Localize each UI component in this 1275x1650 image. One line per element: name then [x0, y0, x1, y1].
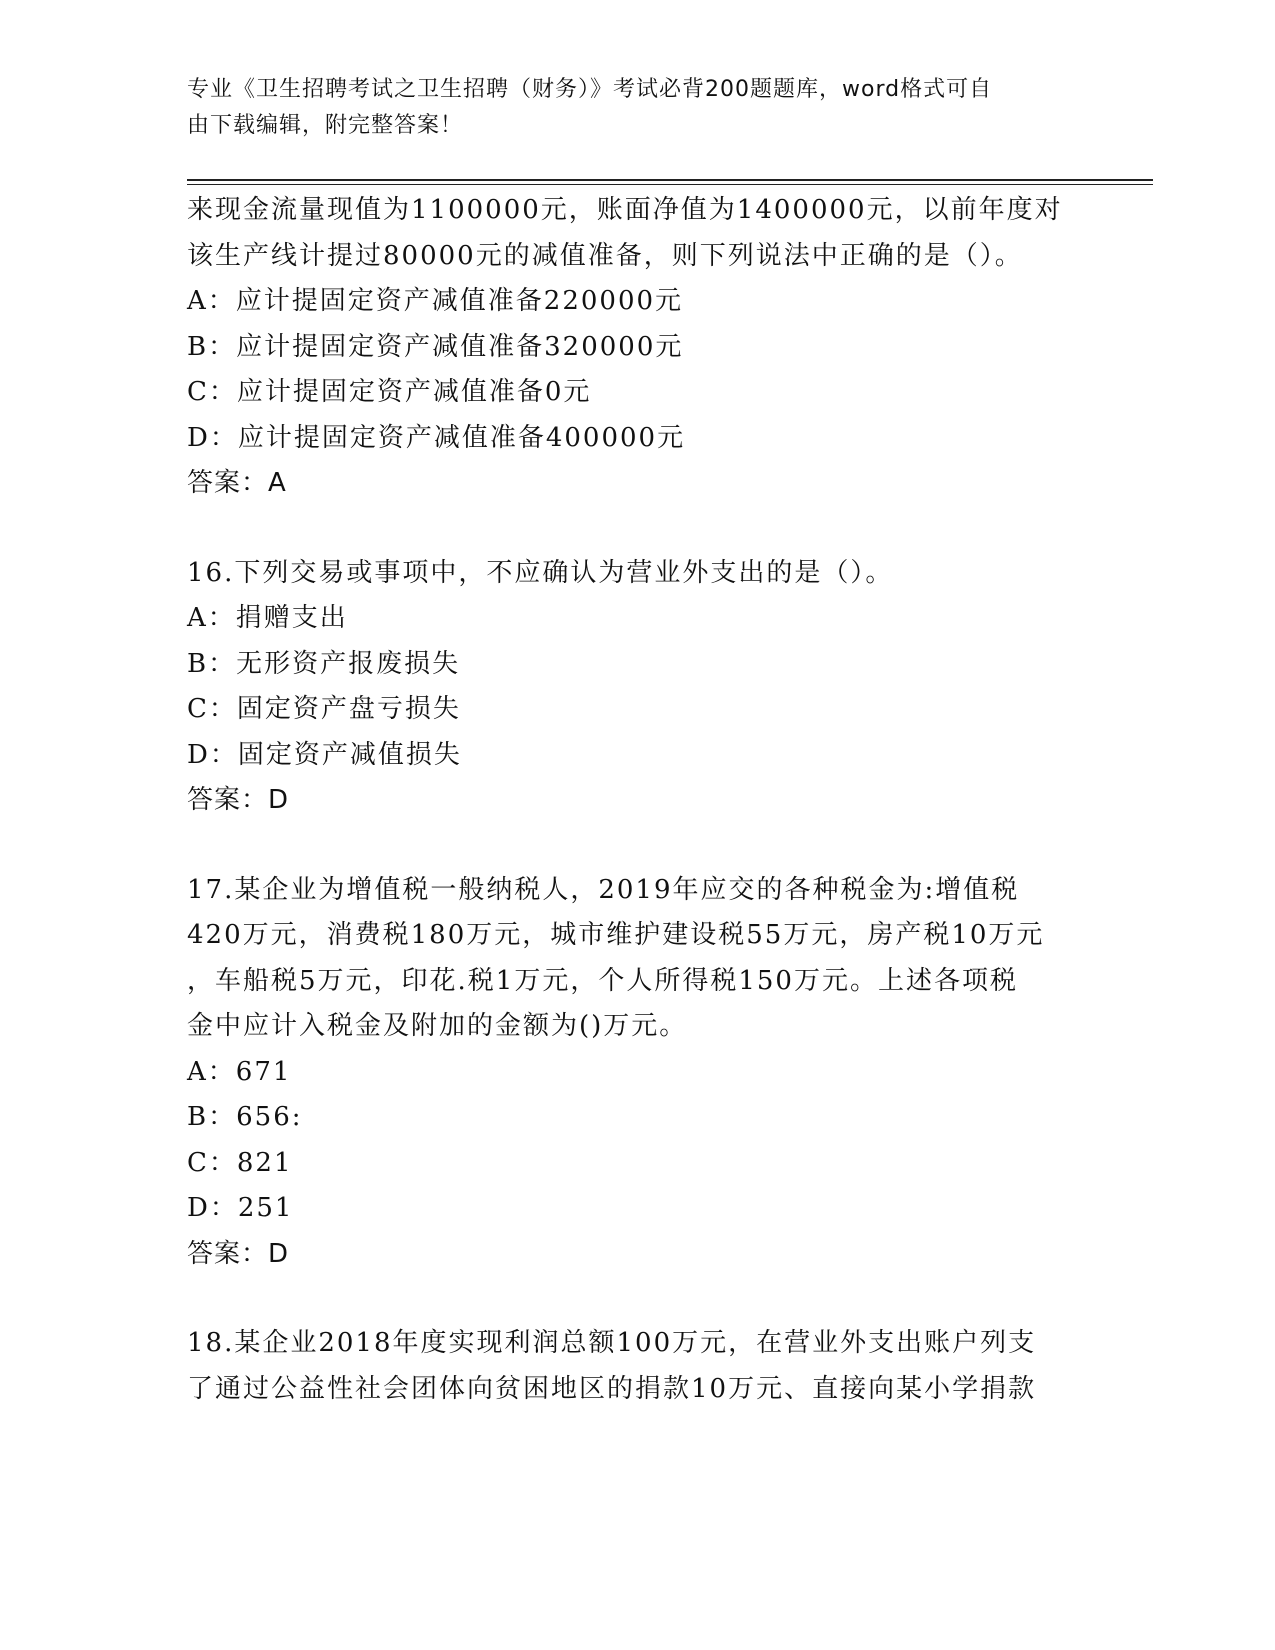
question-17-text-line-3: ，车船税5万元，印花.税1万元，个人所得税150万元。上述各项税: [187, 965, 1018, 996]
question-15-text-line-1: 来现金流量现值为1100000元，账面净值为1400000元，以前年度对: [187, 195, 1063, 225]
spacer: [187, 824, 1087, 868]
question-18-text-line-1: 18.某企业2018年度实现利润总额100万元，在营业外支出账户列支: [187, 1328, 1037, 1358]
header-title-line-1: 专业《卫生招聘考试之卫生招聘（财务）》考试必背200题题库，word格式可自: [187, 77, 993, 102]
question-15-option-a: A：应计提固定资产减值准备220000元: [187, 286, 684, 316]
question-15: [187, 188, 1087, 507]
question-16-option-d: D：固定资产减值损失: [187, 739, 462, 770]
header-title-line-2: 由下载编辑，附完整答案！: [187, 113, 464, 138]
question-17: [187, 868, 1087, 1278]
question-17-text-line-2: 420万元，消费税180万元，城市维护建设税55万元，房产税10万元: [187, 920, 1045, 950]
spacer: [187, 1277, 1087, 1321]
question-16-option-b: B：无形资产报废损失: [187, 648, 461, 679]
question-15-text-line-2: 该生产线计提过80000元的减值准备，则下列说法中正确的是（）。: [187, 240, 1023, 271]
question-18-text-line-2: 了通过公益性社会团体向贫困地区的捐款10万元、直接向某小学捐款: [187, 1373, 1037, 1404]
question-15-option-b: B：应计提固定资产减值准备320000元: [187, 331, 684, 362]
question-18: [187, 1321, 1087, 1412]
question-17-text-line-1: 17.某企业为增值税一般纳税人，2019年应交的各种税金为:增值税: [187, 874, 1020, 905]
header-divider-thin: [187, 184, 1153, 185]
question-16-text-line-1: 16.下列交易或事项中，不应确认为营业外支出的是（）。: [187, 557, 894, 588]
question-16: [187, 551, 1087, 824]
question-16-answer: 答案：D: [187, 785, 290, 815]
spacer: [187, 507, 1087, 551]
document-body: [187, 188, 1087, 1412]
question-16-option-c: C：固定资产盘亏损失: [187, 694, 461, 724]
question-17-option-a: A：671: [187, 1056, 292, 1087]
question-17-text-line-4: 金中应计入税金及附加的金额为()万元。: [187, 1011, 688, 1041]
question-15-option-c: C：应计提固定资产减值准备0元: [187, 377, 592, 407]
question-15-answer: 答案：A: [187, 468, 287, 498]
question-17-answer: 答案：D: [187, 1238, 290, 1269]
question-17-option-d: D：251: [187, 1193, 294, 1223]
question-17-option-c: C：821: [187, 1147, 293, 1178]
question-17-option-b: B：656:: [187, 1102, 303, 1132]
header-divider-thick: [187, 179, 1153, 181]
question-16-option-a: A：捐赠支出: [187, 603, 348, 633]
document-header: [187, 72, 1067, 144]
question-15-option-d: D：应计提固定资产减值准备400000元: [187, 422, 686, 453]
